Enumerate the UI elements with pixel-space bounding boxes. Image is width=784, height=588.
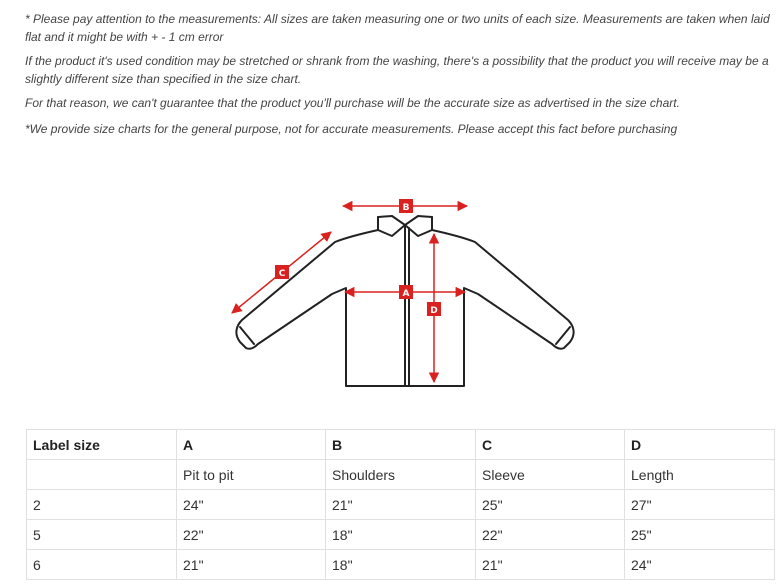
- note-no-guarantee: For that reason, we can't guarantee that the product you'll purchase will be the accurate size as advertised in the size chart.: [25, 96, 680, 110]
- cell-pit-to-pit: 21": [177, 550, 326, 580]
- cell-length: 27": [625, 490, 775, 520]
- cell-shoulders: 18": [326, 520, 476, 550]
- measurement-notes: [25, 10, 780, 146]
- table-row: [27, 550, 775, 580]
- cell-label-size: 6: [27, 550, 177, 580]
- note-used-condition: If the product it's used condition may be stretched or shrank from the washing, there's a possibility that the product you will receive may be a slightly different size than specified in the size chart.: [25, 54, 769, 86]
- svg-text:C: C: [278, 269, 286, 279]
- note-measurements: * Please pay attention to the measurements: All sizes are taken measuring one or two units of each size. Measurements are taken when laid flat and it might be with + - 1 cm error: [25, 12, 770, 44]
- cell-length: 25": [625, 520, 775, 550]
- label-b: [399, 199, 413, 213]
- svg-text:B: B: [402, 203, 410, 213]
- header-a: A: [177, 430, 326, 460]
- cell-sleeve: 21": [476, 550, 625, 580]
- label-a: [399, 285, 413, 299]
- cell-shoulders: 18": [326, 550, 476, 580]
- table-subheader-row: [27, 460, 775, 490]
- size-chart-table: [26, 429, 775, 580]
- jacket-left-side: [236, 217, 405, 386]
- cell-sleeve: 25": [476, 490, 625, 520]
- jacket-outline: [236, 216, 573, 386]
- header-b: B: [326, 430, 476, 460]
- subheader-length: Length: [625, 460, 775, 490]
- jacket-measurement-diagram: [220, 192, 590, 402]
- subheader-shoulders: Shoulders: [326, 460, 476, 490]
- cell-pit-to-pit: 22": [177, 520, 326, 550]
- cell-sleeve: 22": [476, 520, 625, 550]
- table-header-row: [27, 430, 775, 460]
- header-label-size: Label size: [27, 430, 177, 460]
- svg-text:D: D: [430, 306, 438, 316]
- subheader-label: [27, 460, 177, 490]
- label-d: [427, 302, 441, 316]
- table-row: [27, 490, 775, 520]
- svg-text:A: A: [402, 289, 410, 299]
- cell-length: 24": [625, 550, 775, 580]
- left-cuff-line: [240, 327, 254, 344]
- note-general-purpose: *We provide size charts for the general purpose, not for accurate measurements. Please accept this fact before purchasing: [25, 122, 678, 136]
- right-cuff-line: [556, 327, 570, 344]
- header-d: D: [625, 430, 775, 460]
- jacket-right-side: [402, 217, 574, 386]
- cell-pit-to-pit: 24": [177, 490, 326, 520]
- subheader-pit-to-pit: Pit to pit: [177, 460, 326, 490]
- cell-label-size: 5: [27, 520, 177, 550]
- header-c: C: [476, 430, 625, 460]
- subheader-sleeve: Sleeve: [476, 460, 625, 490]
- label-c: [275, 265, 289, 279]
- cell-label-size: 2: [27, 490, 177, 520]
- table-row: [27, 520, 775, 550]
- cell-shoulders: 21": [326, 490, 476, 520]
